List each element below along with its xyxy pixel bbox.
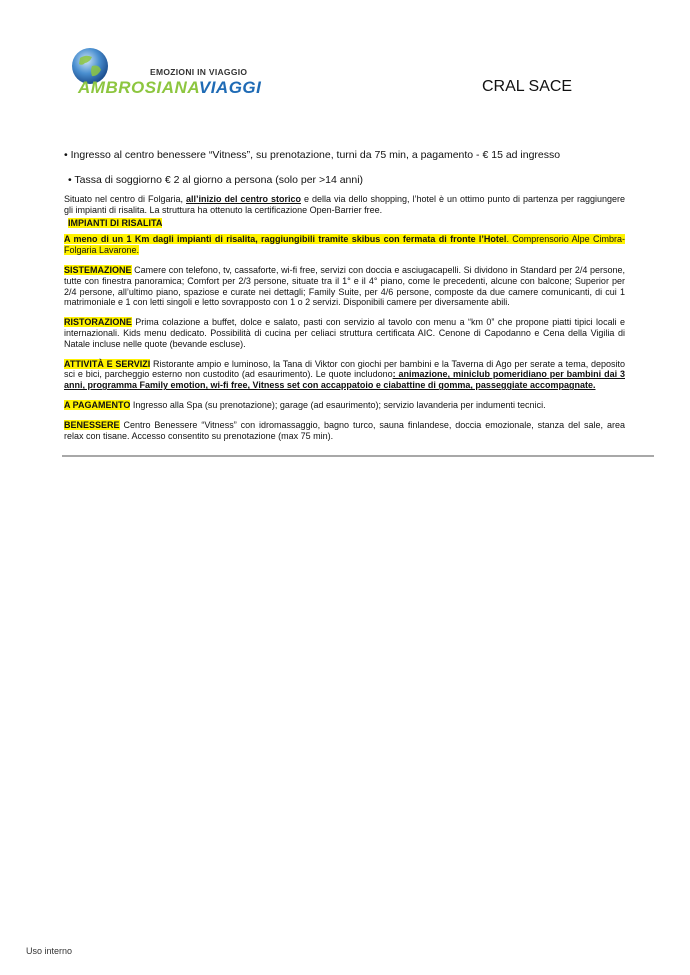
ristorazione-paragraph	[64, 317, 625, 349]
sistemazione-label: SISTEMAZIONE	[64, 264, 132, 275]
impianti-text: . Comprensorio Alpe Cimbra-Folgaria Lavarone.	[64, 234, 625, 256]
intro-paragraph	[64, 194, 625, 216]
footer-label: Uso interno	[26, 946, 73, 956]
bullet-list	[64, 148, 644, 187]
attivita-emphasis: : animazione, miniclub pomeridiano per bambini dai 3 anni, programma Family emotion, wi-fi free, Vitness set con accappatoio e ciabattine di gomma, passeggiate accompagnate.	[64, 369, 625, 391]
company-logo	[68, 44, 328, 106]
sistemazione-text: Camere con telefono, tv, cassaforte, wi-fi free, servizi con doccia e asciugacapelli. Si dividono in Standard per 2/4 persone, tutte con finestra panoramica; Comfort per 2/3 persone, situate tra il 1° e il 4° piano, come le precedenti, alcune con balcone; Superior per 2/4 persone, all’ultimo piano, spaziose e curate nei dettagli; Family Suite, per 4/6 persone, composte da due camere comunicanti, di cui 1 matrimoniale e 1 con letti singoli e letto sovrapposto con 1 o 2 servizi. Disponibili camere per diversamente abili.	[64, 264, 625, 308]
logo-brand-part2: VIAGGI	[198, 78, 262, 97]
pagamento-text: Ingresso alla Spa (su prenotazione); garage (ad esaurimento); servizio lavanderia per indumenti tecnici.	[130, 399, 546, 410]
ristorazione-text: Prima colazione a buffet, dolce e salato, pasti con servizio al tavolo con menu a “km 0” che propone piatti tipici locali e internazionali. Kids menu dedicato. Possibilità di cucina per celiaci struttura certificata AIC. Cenone di Capodanno e Cena della Vigilia di Natale incluse nelle quote (bevande escluse).	[64, 317, 625, 349]
bullet-item: • Tassa di soggiorno € 2 al giorno a persona (solo per >14 anni)	[68, 174, 364, 186]
benessere-text: Centro Benessere “Vitness” con idromassaggio, bagno turco, sauna finlandese, doccia emozionale, stanza del sale, area relax con tisane. Accesso consentito su prenotazione (max 75 min).	[64, 419, 625, 441]
intro-emphasis: all’inizio del centro storico	[186, 194, 301, 204]
section-divider	[62, 455, 654, 457]
impianti-bold-text: A meno di un 1 Km dagli impianti di risalita, raggiungibili tramite skibus con fermata di fronte l’Hotel	[64, 234, 507, 245]
organization-name: CRAL SACE	[482, 78, 573, 95]
intro-text: Situato nel centro di Folgaria,	[64, 194, 186, 204]
impianti-title	[68, 218, 625, 229]
impianti-paragraph	[64, 234, 625, 256]
sistemazione-paragraph	[64, 265, 625, 308]
logo-tagline: EMOZIONI IN VIAGGIO	[150, 67, 248, 77]
hotel-description	[64, 194, 625, 441]
intro-text-continued: e della via dello shopping, l’hotel è un ottimo punto di partenza per raggiungere gli impianti di risalita. La struttura ha ottenuto la certificazione Open-Barrier free.	[64, 194, 625, 215]
impianti-title-text: IMPIANTI DI RISALITA	[68, 217, 163, 228]
benessere-label: BENESSERE	[64, 419, 120, 430]
benessere-paragraph	[64, 420, 625, 442]
logo-brand	[78, 78, 261, 98]
logo-brand-part1: AMBROSIANA	[78, 78, 199, 97]
ristorazione-label: RISTORAZIONE	[64, 317, 132, 328]
bullet-item: • Ingresso al centro benessere “Vitness”, su prenotazione, turni da 75 min, a pagamento - € 15 ad ingresso	[64, 149, 561, 161]
pagamento-paragraph	[64, 400, 625, 411]
attivita-text: Ristorante ampio e luminoso, la Tana di Viktor con giochi per bambini e la Taverna di Ago per serate a tema, deposito sci e bici, parcheggio esterno non custodito (ad esaurimento). Le quote includono	[64, 358, 625, 380]
pagamento-label: A PAGAMENTO	[64, 399, 131, 410]
attivita-label: ATTIVITÀ E SERVIZI	[64, 358, 151, 369]
attivita-paragraph	[64, 359, 625, 391]
